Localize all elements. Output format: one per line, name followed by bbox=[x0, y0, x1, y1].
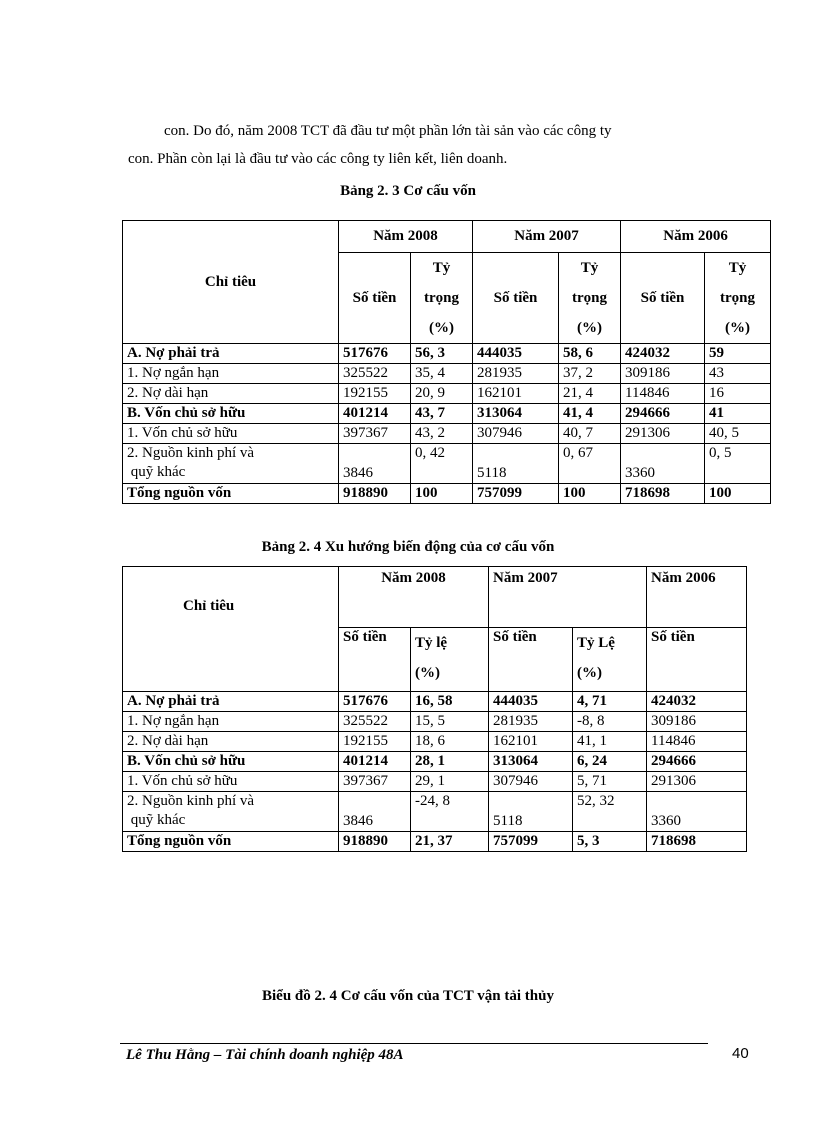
table-row: A. Nợ phải trả 517676 56, 3 444035 58, 6 424032 59 bbox=[123, 344, 771, 364]
header-year-2006: Năm 2006 bbox=[621, 221, 771, 253]
paragraph-line-1: con. Do đó, năm 2008 TCT đã đầu tư một phần lớn tài sản vào các công ty bbox=[164, 123, 612, 139]
table-row: B. Vốn chủ sở hữu 401214 43, 7 313064 41, 4 294666 41 bbox=[123, 404, 771, 424]
header-so-tien: Số tiền bbox=[621, 253, 705, 344]
header-chi-tieu: Chỉ tiêu bbox=[123, 567, 339, 692]
header-year-2008: Năm 2008 bbox=[339, 221, 473, 253]
header-so-tien: Số tiền bbox=[647, 628, 747, 692]
header-so-tien: Số tiền bbox=[339, 253, 411, 344]
header-ty-trong: Tỷ trọng (%) bbox=[559, 253, 621, 344]
header-year-2007: Năm 2007 bbox=[489, 567, 647, 628]
table1-caption: Bảng 2. 3 Cơ cấu vốn bbox=[340, 183, 476, 199]
chart-caption: Biểu đồ 2. 4 Cơ cấu vốn của TCT vận tải thủy bbox=[262, 988, 554, 1004]
header-so-tien: Số tiền bbox=[473, 253, 559, 344]
header-chi-tieu: Chỉ tiêu bbox=[123, 221, 339, 344]
capital-structure-table bbox=[122, 220, 771, 504]
header-ty-le: Tỷ lệ (%) bbox=[411, 628, 489, 692]
table-row: 2. Nợ dài hạn 192155 18, 6 162101 41, 1 114846 bbox=[123, 732, 747, 752]
table-row: Tổng nguồn vốn 918890 21, 37 757099 5, 3 718698 bbox=[123, 832, 747, 852]
header-ty-le: Tỷ Lệ (%) bbox=[573, 628, 647, 692]
header-year-2008: Năm 2008 bbox=[339, 567, 489, 628]
header-so-tien: Số tiền bbox=[489, 628, 573, 692]
table-row: B. Vốn chủ sở hữu 401214 28, 1 313064 6, 24 294666 bbox=[123, 752, 747, 772]
footer-author: Lê Thu Hằng – Tài chính doanh nghiệp 48A bbox=[126, 1047, 404, 1063]
table-row: 1. Vốn chủ sở hữu 397367 29, 1 307946 5, 71 291306 bbox=[123, 772, 747, 792]
table-row: A. Nợ phải trả 517676 16, 58 444035 4, 71 424032 bbox=[123, 692, 747, 712]
table-row: 1. Nợ ngắn hạn 325522 35, 4 281935 37, 2 309186 43 bbox=[123, 364, 771, 384]
intro-paragraph bbox=[128, 117, 734, 173]
footer-divider bbox=[120, 1043, 708, 1044]
header-year-2006: Năm 2006 bbox=[647, 567, 747, 628]
header-ty-trong: Tỷ trọng (%) bbox=[411, 253, 473, 344]
capital-trend-table bbox=[122, 566, 747, 852]
paragraph-line-2: con. Phần còn lại là đầu tư vào các công ty liên kết, liên doanh. bbox=[128, 151, 508, 167]
table-row: 2. Nguồn kinh phí và quỹ khác 3846 -24, 8 5118 52, 32 3360 bbox=[123, 792, 747, 832]
table2-caption: Bảng 2. 4 Xu hướng biến động của cơ cấu vốn bbox=[261, 539, 555, 555]
table-row: 1. Nợ ngắn hạn 325522 15, 5 281935 -8, 8 309186 bbox=[123, 712, 747, 732]
table-row: Tổng nguồn vốn 918890 100 757099 100 718698 100 bbox=[123, 484, 771, 504]
header-year-2007: Năm 2007 bbox=[473, 221, 621, 253]
header-so-tien: Số tiền bbox=[339, 628, 411, 692]
table-row: 2. Nợ dài hạn 192155 20, 9 162101 21, 4 114846 16 bbox=[123, 384, 771, 404]
table-row: 1. Vốn chủ sở hữu 397367 43, 2 307946 40, 7 291306 40, 5 bbox=[123, 424, 771, 444]
page-number: 40 bbox=[732, 1045, 749, 1062]
table-row: 2. Nguồn kinh phí và quỹ khác 3846 0, 42 5118 0, 67 3360 0, 5 bbox=[123, 444, 771, 484]
header-ty-trong: Tỷ trọng (%) bbox=[705, 253, 771, 344]
